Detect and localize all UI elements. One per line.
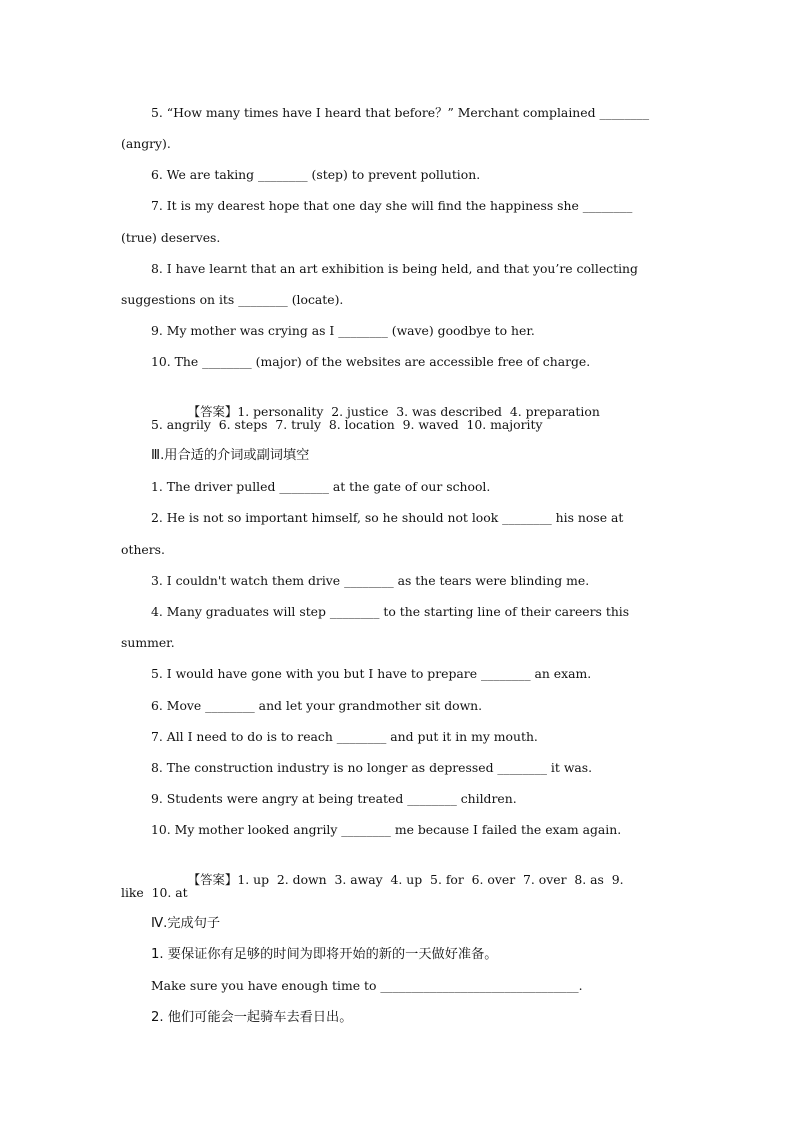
s4-q2-chinese: 2. 他们可能会一起骑车去看日出。 bbox=[151, 1010, 353, 1025]
section4-heading: Ⅳ.完成句子 bbox=[151, 916, 221, 931]
s4-q1-chinese: 1. 要保证你有足够的时间为即将开始的新的一天做好准备。 bbox=[151, 947, 498, 962]
s2-q5-line1: 5. “How many times have I heard that before？” Merchant complained ________ bbox=[151, 105, 650, 120]
s3-answer-tag: 【答案】 bbox=[187, 872, 238, 887]
s2-q8-line1: 8. I have learnt that an art exhibition is being held, and that you’re collecting bbox=[151, 261, 638, 276]
s2-q10: 10. The ________ (major) of the websites are accessible free of charge. bbox=[151, 354, 591, 369]
s2-answer-values-1: 1. personality 2. justice 3. was described 4. preparation bbox=[237, 404, 600, 419]
s3-q10: 10. My mother looked angrily ________ me because I failed the exam again. bbox=[151, 822, 622, 837]
s2-q7-line1: 7. It is my dearest hope that one day she will find the happiness she ________ bbox=[151, 198, 633, 213]
s2-answer-tag: 【答案】 bbox=[187, 404, 238, 419]
s3-q5: 5. I would have gone with you but I have to prepare ________ an exam. bbox=[151, 666, 592, 681]
s3-q7: 7. All I need to do is to reach ________ and put it in my mouth. bbox=[151, 729, 538, 744]
s3-q6: 6. Move ________ and let your grandmother sit down. bbox=[151, 698, 483, 713]
s2-q6: 6. We are taking ________ (step) to prevent pollution. bbox=[151, 167, 481, 182]
s3-answer-values-1: 1. up 2. down 3. away 4. up 5. for 6. over 7. over 8. as 9. bbox=[237, 872, 624, 887]
s2-q8-line2: suggestions on its ________ (locate). bbox=[121, 292, 344, 307]
s4-q1-english: Make sure you have enough time to ________________________________. bbox=[151, 978, 583, 993]
s3-q4-line1: 4. Many graduates will step ________ to the starting line of their careers this bbox=[151, 604, 630, 619]
s3-answer-line2: like 10. at bbox=[121, 885, 188, 900]
s2-q5-line2: (angry). bbox=[121, 136, 171, 151]
section3-heading: Ⅲ.用合适的介词或副词填空 bbox=[151, 448, 310, 463]
s2-q9: 9. My mother was crying as I ________ (wave) goodbye to her. bbox=[151, 323, 535, 338]
s2-q7-line2: (true) deserves. bbox=[121, 230, 221, 245]
s3-q1: 1. The driver pulled ________ at the gate of our school. bbox=[151, 479, 491, 494]
s3-q8: 8. The construction industry is no longer as depressed ________ it was. bbox=[151, 760, 593, 775]
s3-q3: 3. I couldn't watch them drive ________ as the tears were blinding me. bbox=[151, 573, 590, 588]
s3-q2-line1: 2. He is not so important himself, so he should not look ________ his nose at bbox=[151, 510, 624, 525]
s3-q9: 9. Students were angry at being treated ________ children. bbox=[151, 791, 517, 806]
s3-q2-line2: others. bbox=[121, 542, 165, 557]
s3-q4-line2: summer. bbox=[121, 635, 175, 650]
s2-answer-line2: 5. angrily 6. steps 7. truly 8. location 9. waved 10. majority bbox=[151, 417, 543, 432]
